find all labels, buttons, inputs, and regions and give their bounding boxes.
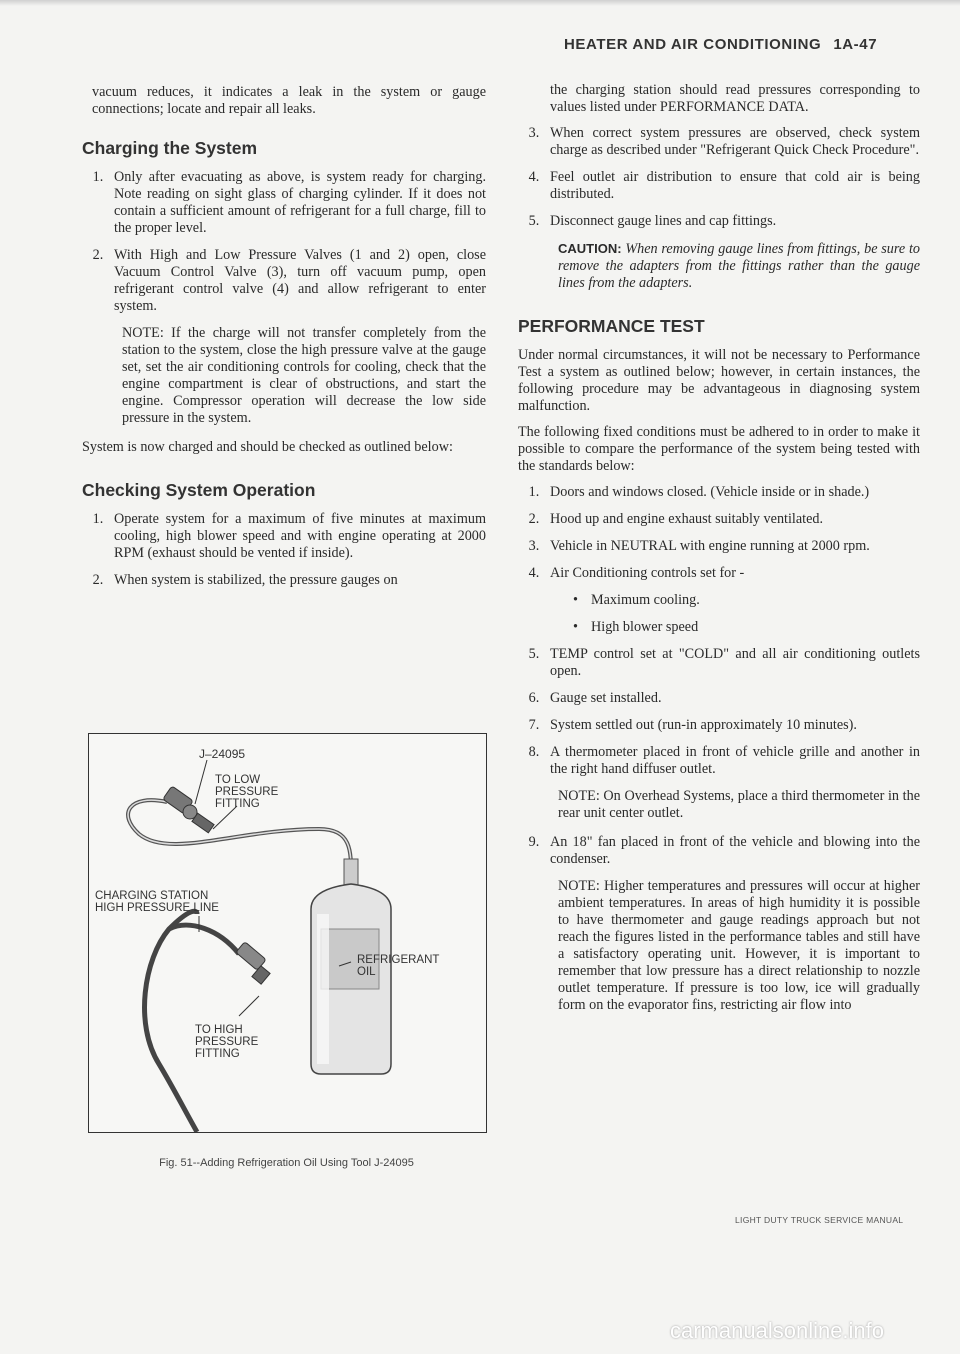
item-number: 5.: [528, 213, 540, 229]
bullet-dot-icon: •: [573, 592, 578, 608]
figure-51: [88, 733, 487, 1133]
item-number: 3.: [528, 125, 540, 141]
list-item: [518, 484, 920, 501]
leader-high: [239, 996, 259, 1016]
bullet-item: [573, 619, 920, 636]
performance-heading: PERFORMANCE TEST: [518, 316, 705, 336]
intro-paragraph: vacuum reduces, it indicates a leak in the system or gauge connections; locate and repair all leaks.: [92, 84, 486, 117]
right-column: [518, 82, 920, 1026]
item-text: Feel outlet air distribution to ensure that cold air is being distributed.: [550, 169, 920, 202]
list-item: [518, 717, 920, 734]
charging-heading: Charging the System: [82, 138, 258, 158]
continued-paragraph: the charging station should read pressures corresponding to values listed under PERFORMANCE DATA.: [550, 82, 920, 115]
scan-top-edge: [0, 0, 960, 6]
item-number: 5.: [528, 646, 540, 662]
item-number: 8.: [528, 744, 540, 760]
item-text: Doors and windows closed. (Vehicle inside or in shade.): [550, 484, 870, 500]
charging-station-label: CHARGING STATION HIGH PRESSURE LINE: [95, 890, 219, 914]
manual-footer: LIGHT DUTY TRUCK SERVICE MANUAL: [735, 1215, 904, 1225]
list-item: [82, 169, 486, 237]
item-text: A thermometer placed in front of vehicle grille and another in the right hand diffuser outlet.: [550, 744, 920, 777]
bullet-text: Maximum cooling.: [591, 592, 700, 608]
caution-label: CAUTION:: [558, 241, 622, 256]
item-text: Vehicle in NEUTRAL with engine running at 2000 rpm.: [550, 538, 870, 554]
list-item: [82, 572, 486, 589]
page-number: 1A-47: [833, 36, 878, 53]
high-pressure-fitting: [236, 942, 270, 985]
watermark: carmanualsonline.info: [670, 1318, 885, 1343]
page-header: [564, 36, 894, 53]
list-item: [518, 213, 920, 230]
humidity-note: NOTE: Higher temperatures and pressures will occur at higher ambient temperatures. In areas of high humidity it is possible to have thermometer and gauge readings approach but not reach the figures listed in the performance tables and still have a satisfactory operating unit. However, it is important to remember that low pressure has a direct relationship to nozzle outlet temperature. If pressure is too low, ice will gradually form on the evaporator fins, restricting air flow into: [558, 878, 920, 1013]
item-text: When system is stabilized, the pressure gauges on: [114, 572, 398, 588]
item-number: 1.: [528, 484, 540, 500]
list-item: [518, 169, 920, 203]
item-number: 1.: [92, 511, 104, 527]
performance-conditions: The following fixed conditions must be adhered to in order to make it possible to compare the performance of the system being tested with the standards below:: [518, 424, 920, 474]
caution-block: [558, 240, 920, 292]
bullet-item: [573, 592, 920, 609]
item-number: 2.: [92, 572, 104, 588]
overhead-note: NOTE: On Overhead Systems, place a third thermometer in the rear unit center outlet.: [558, 788, 920, 821]
list-item: [518, 538, 920, 555]
performance-intro: Under normal circumstances, it will not be necessary to Performance Test a system as outlined below; however, in certain instances, the following procedure may be advantageous in diagnosing system malfunction.: [518, 347, 920, 414]
list-item: [518, 125, 920, 159]
item-number: 2.: [528, 511, 540, 527]
list-item: [518, 565, 920, 582]
charging-after: System is now charged and should be checked as outlined below:: [82, 439, 453, 455]
list-item: [82, 247, 486, 315]
left-column: [82, 84, 486, 599]
header-title: HEATER AND AIR CONDITIONING: [564, 36, 822, 53]
tool-label: J–24095: [199, 747, 246, 761]
list-item: [518, 744, 920, 778]
item-number: 9.: [528, 834, 540, 850]
item-text: An 18" fan placed in front of the vehicle and blowing into the condenser.: [550, 834, 920, 867]
item-text: Hood up and engine exhaust suitably ventilated.: [550, 511, 824, 527]
list-item: [518, 511, 920, 528]
high-pressure-line: [145, 911, 197, 1132]
refrigerant-oil-tool-illustration: [89, 734, 486, 1132]
bullet-text: High blower speed: [591, 619, 699, 635]
leader-tool: [195, 760, 207, 804]
list-item: [82, 511, 486, 562]
item-text: When correct system pressures are observed, check system charge as described under "Refrigerant Quick Check Procedure".: [550, 125, 920, 158]
item-number: 4.: [528, 565, 540, 581]
list-item: [518, 646, 920, 680]
item-text: Air Conditioning controls set for -: [550, 565, 745, 581]
item-text: Gauge set installed.: [550, 690, 662, 706]
item-number: 4.: [528, 169, 540, 185]
item-number: 7.: [528, 717, 540, 733]
list-item: [518, 690, 920, 707]
item-number: 2.: [92, 247, 104, 263]
caution-text: When removing gauge lines from fittings, be sure to remove the adapters from the fittings rather than the gauge lines from the adapters.: [558, 241, 921, 291]
item-number: 3.: [528, 538, 540, 554]
bullet-dot-icon: •: [573, 619, 578, 635]
item-text: System settled out (run-in approximately 10 minutes).: [550, 717, 857, 733]
refrigerant-oil-label: REFRIGERANT OIL: [357, 954, 440, 978]
figure-caption: Fig. 51--Adding Refrigeration Oil Using Tool J-24095: [159, 1157, 414, 1169]
item-text: Disconnect gauge lines and cap fittings.: [550, 213, 777, 229]
list-item: [518, 834, 920, 868]
item-text: Only after evacuating as above, is system ready for charging. Note reading on sight glass of charging cylinder. If it does not contain a sufficient amount of refrigerant for a full charge, fill to the proper level.: [114, 169, 486, 236]
item-number: 6.: [528, 690, 540, 706]
item-text: TEMP control set at "COLD" and all air conditioning outlets open.: [550, 646, 920, 679]
high-pressure-label: TO HIGH PRESSURE FITTING: [195, 1024, 259, 1060]
hose-to-bottle: [128, 800, 351, 884]
hose-bend: [169, 925, 239, 954]
tool-valve: [163, 786, 214, 833]
charging-note: NOTE: If the charge will not transfer completely from the station to the system, close the high pressure valve at the gauge set, set the air conditioning controls for cooling, check that the engine compartment is clear of obstructions, and start the engine. Compressor operation will decrease the low side pressure in the system.: [122, 325, 486, 426]
low-pressure-label: TO LOW PRESSURE FITTING: [215, 774, 279, 810]
item-number: 1.: [92, 169, 104, 185]
item-text: Operate system for a maximum of five minutes at maximum cooling, high blower speed and with engine operating at 2000 RPM (exhaust should be vented if inside).: [114, 511, 486, 561]
item-text: With High and Low Pressure Valves (1 and 2) open, close Vacuum Control Valve (3), turn off vacuum pump, open refrigerant control valve (4) and allow refrigerant to enter system.: [114, 247, 486, 314]
checking-heading: Checking System Operation: [82, 480, 316, 500]
